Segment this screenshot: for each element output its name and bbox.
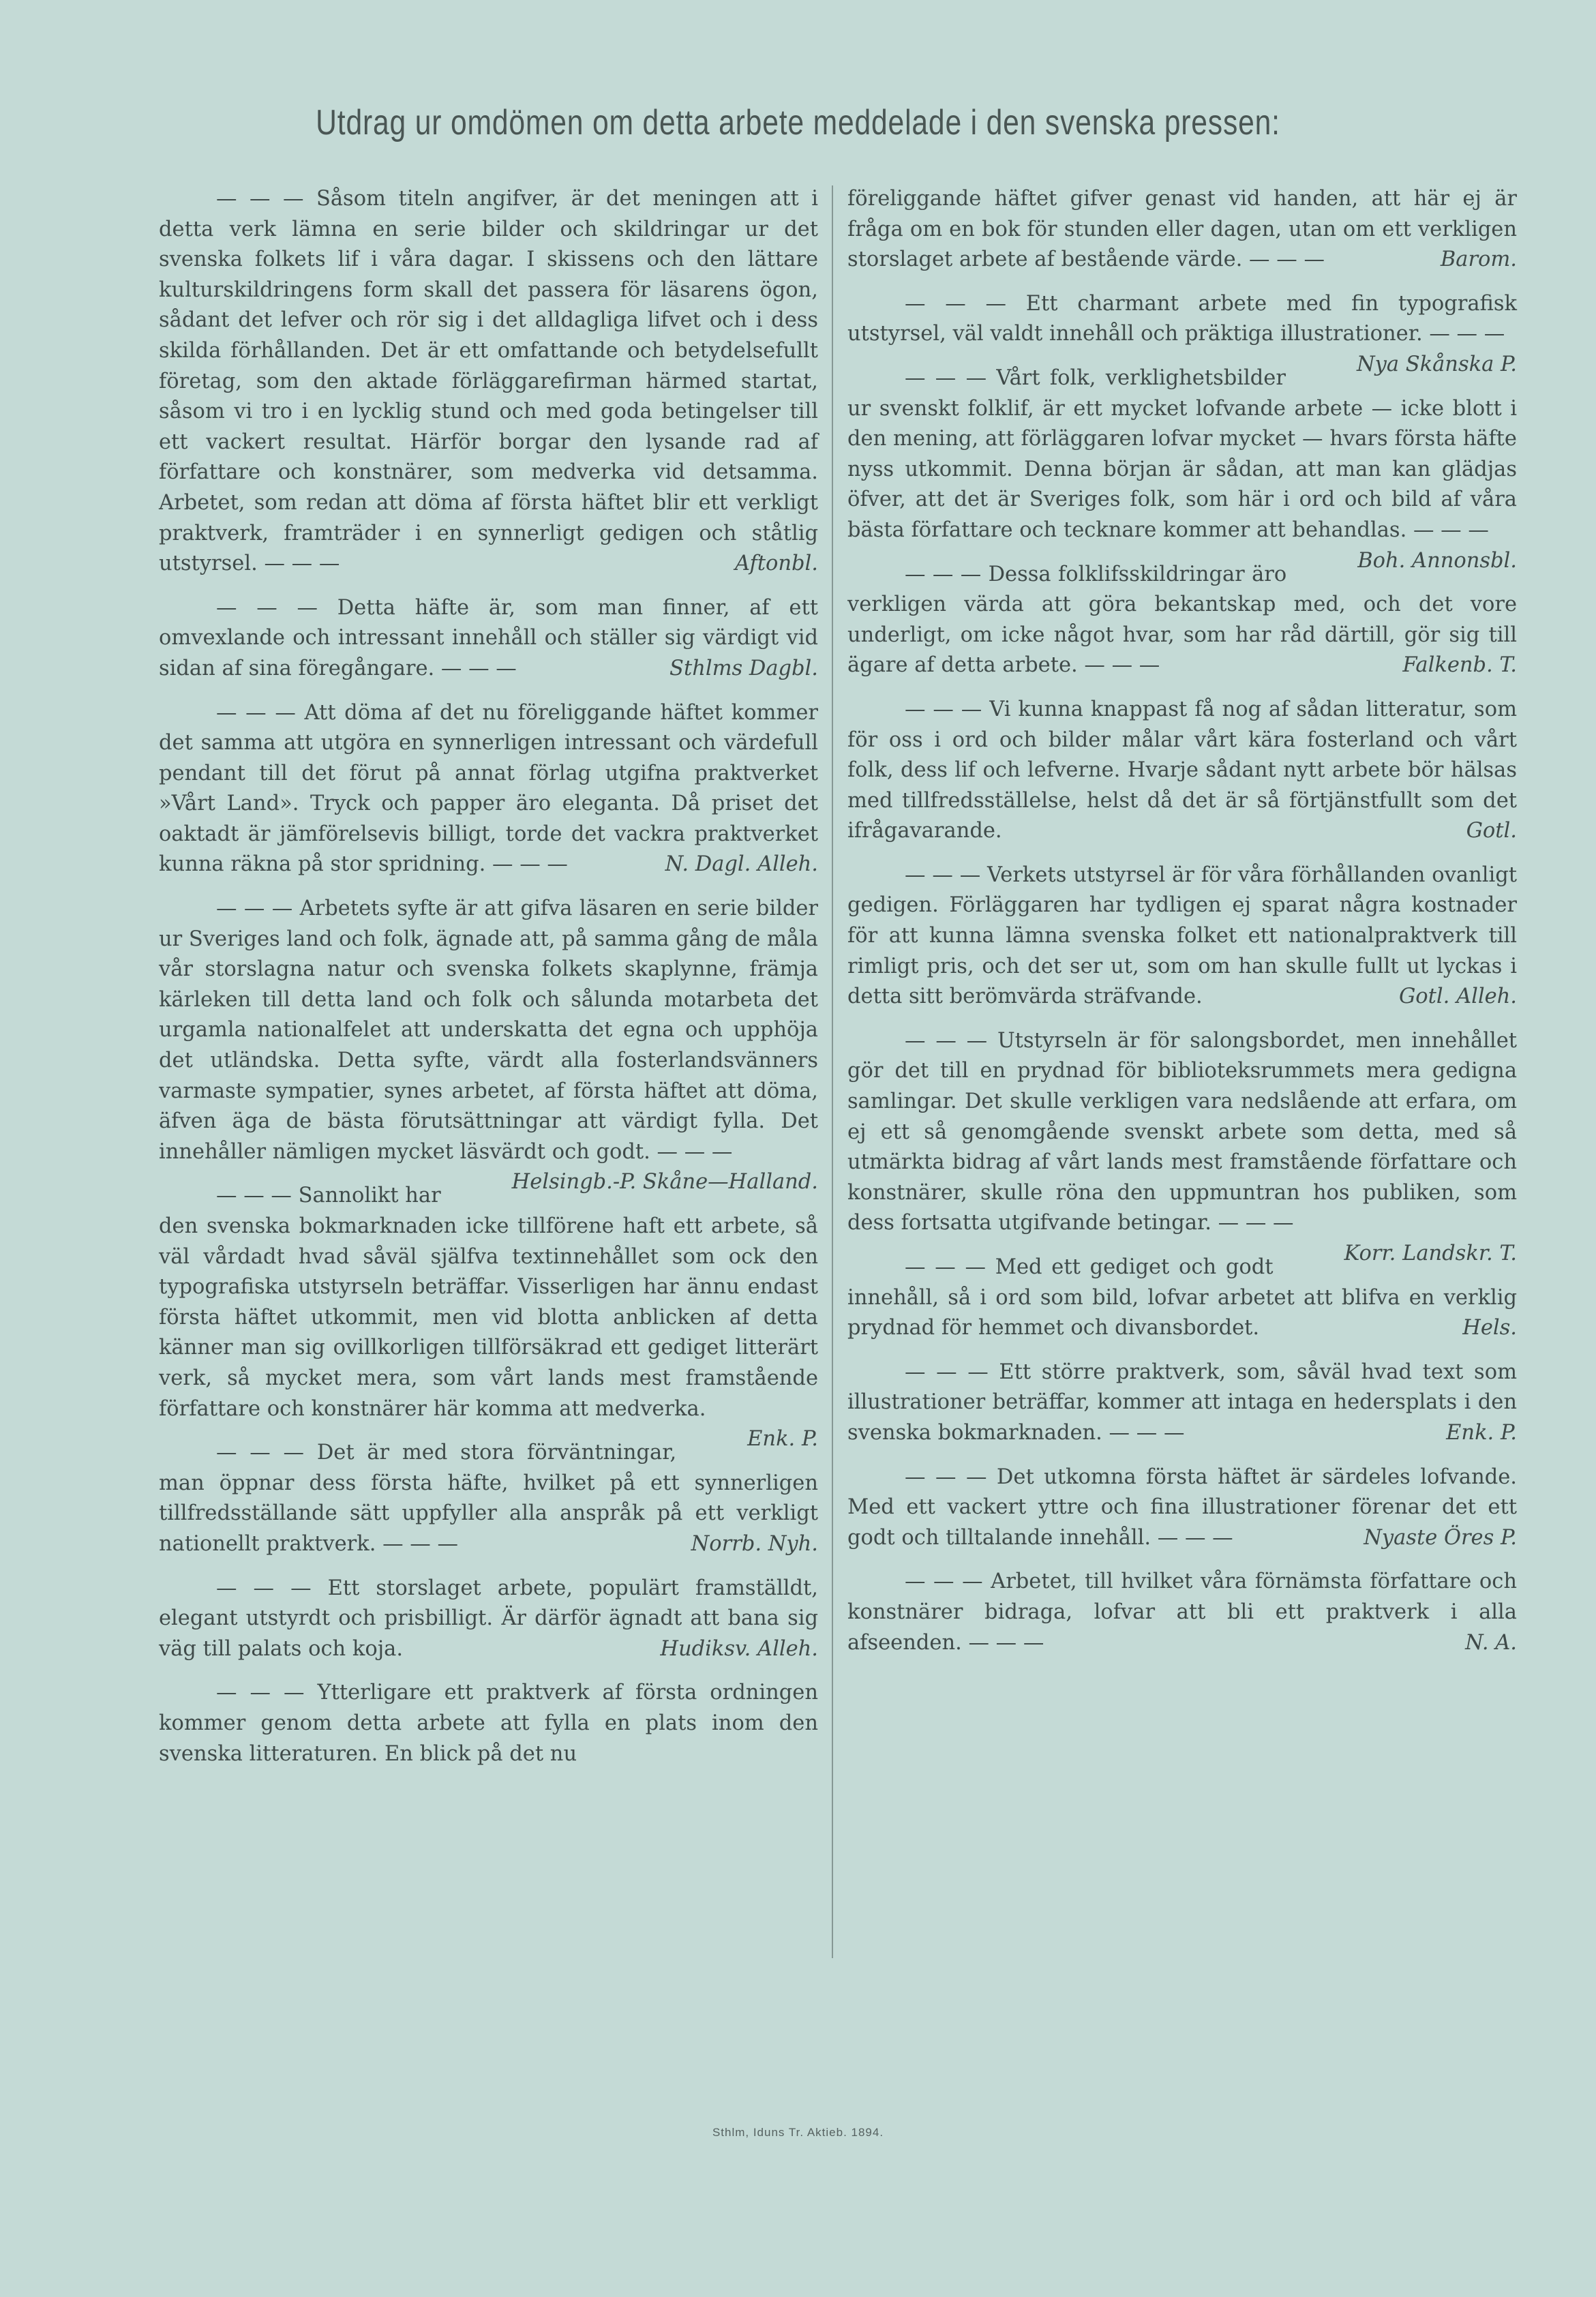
press-quote bbox=[159, 698, 818, 881]
press-quote bbox=[159, 894, 818, 1195]
right-column bbox=[847, 184, 1517, 1672]
press-quote bbox=[847, 1026, 1517, 1265]
quote-text: — — — Såsom titeln angifver, är det meningen att i detta verk lämna en serie bilder och skildringar ur det svenska folkets lif i våra dagar. I skissens och den lättare kulturskildringens form skall det passera för läsarens ögon, sådant det lefver och rör sig i det alldagliga lifvet och i dess skilda förhållanden. Det är ett omfattande och betydelsefullt företag, som den aktade förläggarefirman härmed startat, såsom vi tro i en lycklig stund och med goda betingelser till ett vackert resultat. Härför borgar den lysande rad af författare och konstnärer, som medverka vid detsamma. Arbetet, som redan att döma af första häftet blir ett verkligt praktverk, framträder i en synnerligt gedigen och ståtlig utstyrsel. — — — bbox=[159, 187, 818, 576]
quote-source: Aftonbl. bbox=[734, 552, 818, 576]
quote-text: — — — Ytterligare ett praktverk af första ordningen kommer genom detta arbete att fylla en plats inom den svenska litteraturen. En blick på det nu bbox=[159, 1681, 818, 1766]
press-quote bbox=[159, 184, 818, 580]
quote-text: — — — Att döma af det nu föreliggande häftet kommer det samma att utgöra en synnerligen intressant och värdefull pendant till det förut på annat förlag utgifna praktverket »Vårt Land». Tryck och papper äro eleganta. Då priset det oaktadt är jämförelsevis billigt, torde det vackra praktverket kunna räkna på stor spridning. — — — bbox=[159, 700, 818, 877]
quote-source: Korr. Landskr. T. bbox=[1344, 1242, 1517, 1265]
quote-text: — — — Ett charmant arbete med fin typografisk utstyrsel, väl valdt innehåll och präktiga illustrationer. — — — bbox=[847, 291, 1517, 346]
quote-source: Norrb. Nyh. bbox=[691, 1531, 818, 1556]
quote-source: Boh. Annonsbl. bbox=[1357, 548, 1517, 573]
quote-source: Falkenb. T. bbox=[1402, 653, 1517, 678]
quote-source: Nya Skånska P. bbox=[1356, 352, 1517, 376]
quote-text: föreliggande häftet gifver genast vid handen, att här ej är fråga om en bok för stunden eller dagen, utan om ett verkligen storslaget arbete af bestående värde. — — — bbox=[847, 187, 1517, 272]
press-quote bbox=[847, 184, 1517, 275]
quote-text: — — — Utstyrseln är för salongsbordet, men innehållet gör det till en prydnad för biblioteksrummets mera gedigna samlingar. Det skulle verkligen vara nedslående att erfara, om ej ett så genomgående svenskt arbete som detta, med så utmärkta bidrag af vårt lands mest framstående författare och konstnärer, skulle röna den uppmuntran hos publiken, som dess fortsatta utgifvande betingar. — — — bbox=[847, 1028, 1517, 1235]
quote-source: Gotl. bbox=[1466, 819, 1517, 843]
quote-source: N. A. bbox=[1465, 1630, 1517, 1655]
quote-text: — — — Arbetets syfte är att gifva läsaren en serie bilder ur Sveriges land och folk, ägnade att, på samma gång de måla vår storslagna natur och svenska folkets skaplynne, främja kärleken till detta land och folk och sålunda motarbeta det urgamla nationalfelet att underskatta det egna och upphöja det utländska. Detta syfte, värdt alla fosterlandsvänners varmaste sympatier, synes arbetet, af första häftet att döma, äfven äga de bästa förutsättningar att värdigt fylla. Det innehåller nämligen mycket läsvärdt och godt. — — — bbox=[159, 897, 818, 1164]
quote-source: Hudiksv. Alleh. bbox=[660, 1636, 818, 1661]
quote-source: Hels. bbox=[1462, 1316, 1517, 1340]
quote-text: — — — Detta häfte är, som man finner, af ett omvexlande och intressant innehåll och ställer sig värdigt vid sidan af sina föregångare. — — — bbox=[159, 595, 818, 680]
press-quote bbox=[847, 1357, 1517, 1449]
press-quote bbox=[847, 560, 1517, 681]
page-title: Utdrag ur omdömen om detta arbete meddelade i den svenska pressen: bbox=[316, 103, 1280, 142]
left-column bbox=[159, 184, 818, 1783]
quote-source: N. Dagl. Alleh. bbox=[665, 852, 818, 877]
quote-source: Gotl. Alleh. bbox=[1398, 985, 1517, 1009]
quote-text: — — — Det är med stora förväntningar, man öppnar dess första häfte, hvilket på ett synnerligen tillfredsställande sätt uppfyller alla anspråk på ett verkligt nationellt praktverk. — — — bbox=[159, 1441, 818, 1556]
quote-source: Sthlms Dagbl. bbox=[669, 656, 818, 680]
quote-text: — — — Ett större praktverk, som, såväl hvad text som illustrationer beträffar, kommer att intaga en hedersplats i den svenska bokmarknaden. — — — bbox=[847, 1360, 1517, 1445]
printer-imprint: Sthlm, Iduns Tr. Aktieb. 1894. bbox=[712, 2126, 884, 2139]
quote-source: Helsingb.-P. Skåne—Halland. bbox=[511, 1170, 818, 1195]
quote-text: — — — Dessa folklifsskildringar äro verkligen värda att göra bekantskap med, och det vore underligt, om icke något hvar, som har råd därtill, gör sig till ägare af detta arbete. — — — bbox=[847, 562, 1517, 678]
quote-source: Nyaste Öres P. bbox=[1364, 1525, 1517, 1550]
quote-source: Enk. P. bbox=[747, 1427, 818, 1452]
quote-source: Barom. bbox=[1440, 247, 1517, 272]
quote-text: — — — Arbetet, till hvilket våra förnämsta författare och konstnärer bidraga, lofvar att bli ett praktverk i alla afseenden. — — — bbox=[847, 1570, 1517, 1655]
press-quote bbox=[847, 860, 1517, 1012]
quote-source: Enk. P. bbox=[1446, 1420, 1517, 1445]
quote-text: — — — Med ett gediget och godt innehåll, så i ord som bild, lofvar arbetet att blifva en verklig prydnad för hemmet och divansbordet. bbox=[847, 1255, 1517, 1340]
press-quote bbox=[159, 593, 818, 685]
press-quote bbox=[847, 1567, 1517, 1658]
press-quote bbox=[847, 1462, 1517, 1554]
column-divider bbox=[832, 185, 833, 1958]
press-quote bbox=[847, 695, 1517, 847]
quote-text: — — — Sannolikt har den svenska bokmarknaden icke tillförene haft ett arbete, så väl vårdadt hvad såväl själfva textinnehållet som ock den typografiska utstyrseln beträffar. Visserligen har ännu endast första häftet utkommit, men vid blotta anblicken af detta känner man sig ovillkorligen tillförsäkrad ett gediget litterärt verk, så mycket mera, som vårt lands mest framstående författare och konstnärer här komma att medverka. bbox=[159, 1184, 818, 1421]
quote-text: — — — Det utkomna första häftet är särdeles lofvande. Med ett vackert yttre och fina illustrationer förenar det ett godt och tilltalande innehåll. — — — bbox=[847, 1465, 1517, 1550]
quote-text: — — — Verkets utstyrsel är för våra förhållanden ovanligt gedigen. Förläggaren har tydligen ej sparat några kostnader för att kunna lämna svenska folket ett nationalpraktverk till rimligt pris, och det ser ut, som om han skulle fullt ut lyckas i detta sitt berömvärda sträfvande. bbox=[847, 862, 1517, 1009]
press-quote bbox=[159, 1574, 818, 1665]
press-quote bbox=[847, 289, 1517, 376]
press-quote bbox=[159, 1438, 818, 1559]
quote-text: — — — Vårt folk, verklighetsbilder ur svenskt folklif, är ett mycket lofvande arbete — icke blott i den mening, att förläggaren lofvar mycket — hvars första häfte nyss utkommit. Denna början är sådan, att man kan glädjas öfver, att det är Sveriges folk, som här i ord och bild af våra bästa författare och tecknare kommer att behandlas. — — — bbox=[847, 365, 1517, 542]
quote-text: — — — Ett storslaget arbete, populärt framställdt, elegant utstyrdt och prisbilligt. Är därför ägnadt att bana sig väg till palats och koja. bbox=[159, 1576, 818, 1661]
quote-text: — — — Vi kunna knappast få nog af sådan litteratur, som för oss i ord och bilder målar vårt kära fosterland och vårt folk, dess lif och lefverne. Hvarje sådant nytt arbete bör hälsas med tillfredsställelse, helst då det är så förtjänstfullt som det ifrågavarande. bbox=[847, 697, 1517, 843]
press-quote bbox=[847, 363, 1517, 573]
press-quote bbox=[159, 1181, 818, 1452]
press-quote bbox=[159, 1678, 818, 1769]
